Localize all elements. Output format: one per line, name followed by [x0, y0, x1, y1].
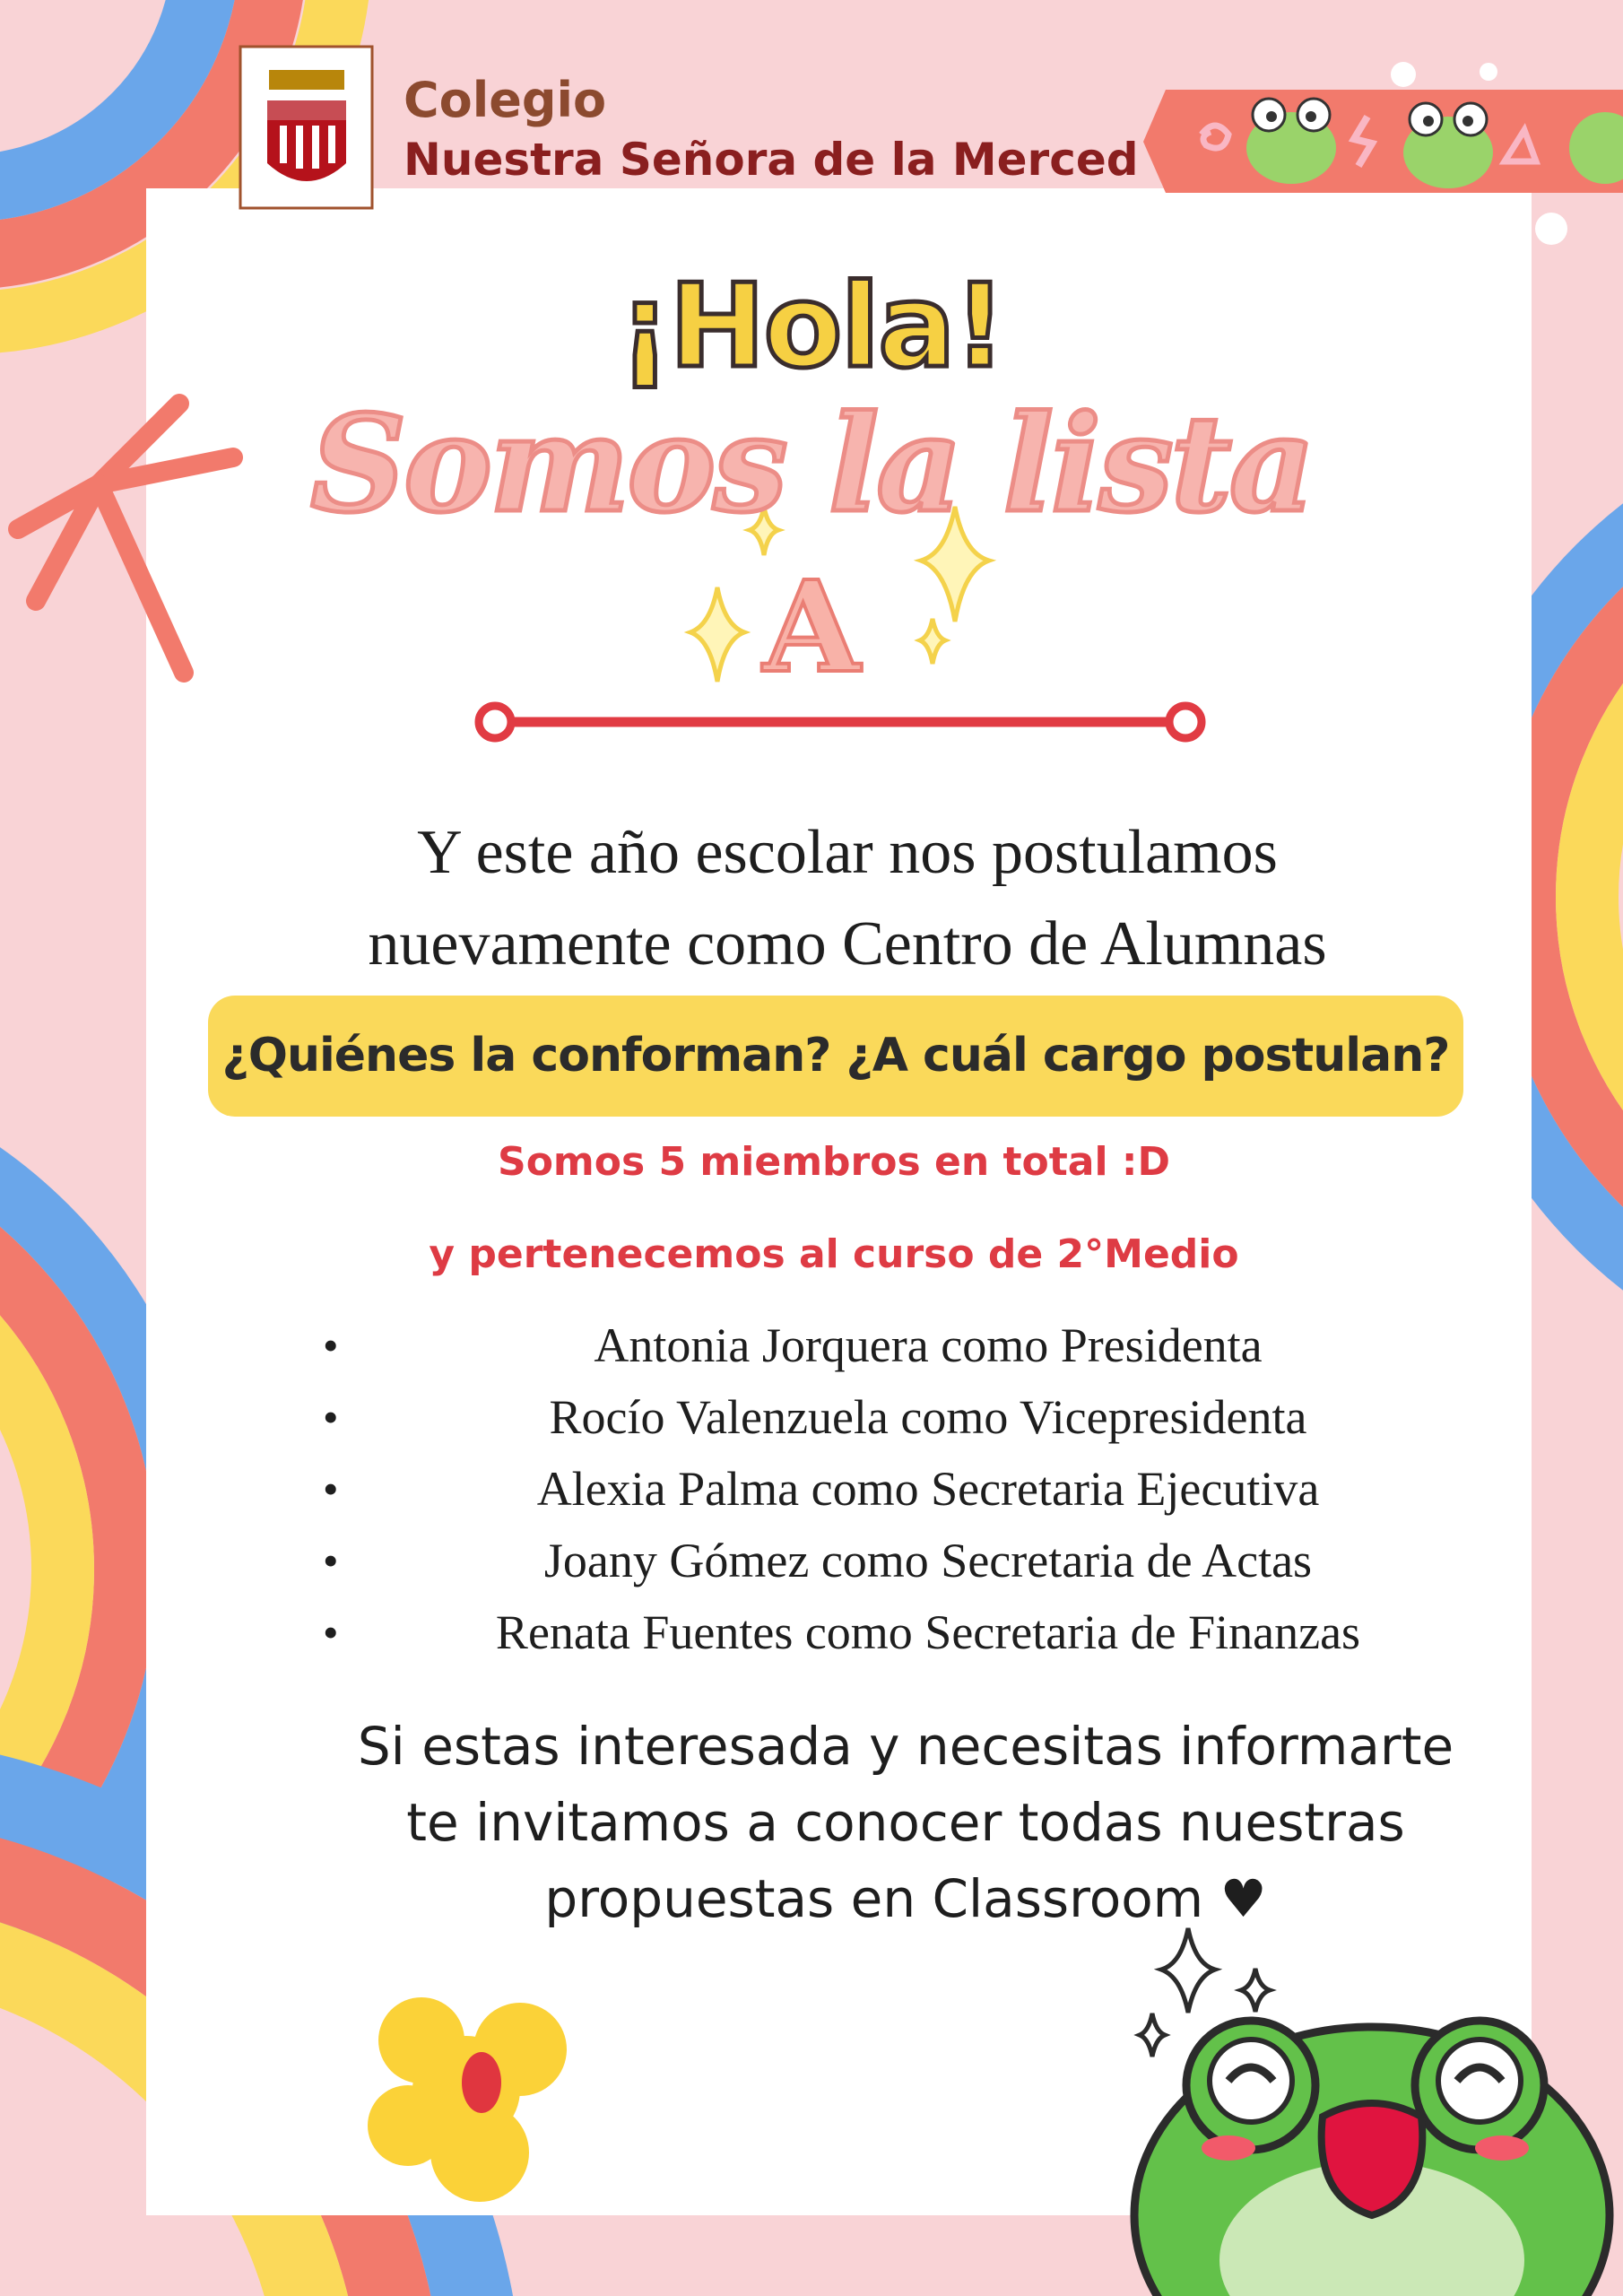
bullet-icon: •	[323, 1535, 339, 1586]
list-item	[323, 1309, 1480, 1381]
member-text: Renata Fuentes como Secretaria de Finanzas	[495, 1605, 1361, 1659]
intro-line1: Y este año escolar nos postulamos	[417, 818, 1278, 887]
bullet-icon: •	[323, 1464, 339, 1514]
members-count: Somos 5 miembros en total :D	[498, 1139, 1170, 1185]
closing-message	[341, 1709, 1471, 1937]
frog-mascot-icon	[1134, 2021, 1610, 2296]
school-name-line2: Nuestra Señora de la Merced	[404, 134, 1139, 186]
member-text: Rocío Valenzuela como Vicepresidenta	[549, 1390, 1307, 1444]
question-banner-text: ¿Quiénes la conforman? ¿A cuál cargo postulan?	[221, 1029, 1450, 1083]
list-item	[323, 1596, 1480, 1668]
intro-line2: nuevamente como Centro de Alumnas	[368, 909, 1327, 978]
list-item	[323, 1525, 1480, 1596]
school-name-line1: Colegio	[404, 72, 607, 128]
list-item	[323, 1381, 1480, 1453]
closing-line3: propuestas en Classroom ♥	[544, 1868, 1267, 1929]
list-letter: A	[762, 554, 861, 701]
member-text: Antonia Jorquera como Presidenta	[594, 1318, 1263, 1372]
list-subtitle: Somos la lista	[310, 386, 1313, 542]
school-crest-icon	[240, 47, 372, 208]
member-text: Alexia Palma como Secretaria Ejecutiva	[536, 1462, 1320, 1516]
members-list	[323, 1309, 1480, 1668]
list-item	[323, 1453, 1480, 1525]
bullet-icon: •	[323, 1320, 339, 1370]
closing-line1: Si estas interesada y necesitas informarte	[357, 1716, 1454, 1777]
school-name	[404, 72, 1139, 186]
member-text: Joany Gómez como Secretaria de Actas	[543, 1534, 1313, 1587]
bullet-icon: •	[323, 1607, 339, 1657]
closing-line2: te invitamos a conocer todas nuestras	[406, 1792, 1405, 1853]
bullet-icon: •	[323, 1392, 339, 1442]
greeting-heading: ¡Hola!	[618, 260, 1005, 394]
intro-text	[224, 807, 1471, 990]
members-course: y pertenecemos al curso de 2°Medio	[429, 1231, 1239, 1277]
